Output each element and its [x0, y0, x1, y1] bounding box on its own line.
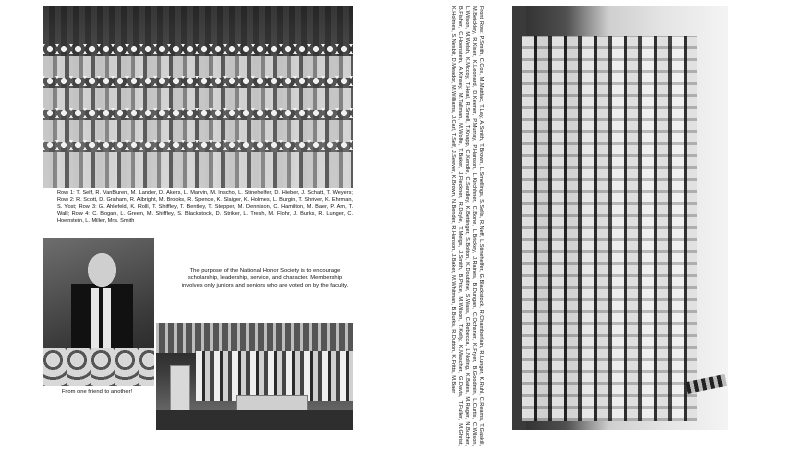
purpose-caption: The purpose of the National Honor Society is to encourage scholarship, leadership, service, and character. Membership involves only juniors and seniors who are voted on by the faculty.	[181, 268, 349, 289]
group-photo-caption: Row 1: T. Self, R. VanBuren, M. Lander, D. Akers, L. Marvin, M. Inscho, L. Stinehelfer, D. Hieber, J. Schatt, T. Weyers; Row 2: R. Scott, D. Graham, R. Albright, M. Brooks, R. Spence, K. Slaiger, K. Holmes, L. Burgin, T. Shriver, K. Ehrman, S. Yost; Row 3: G. Ahlefeld, K. Rolll, T. Shiffley, T. Bentley, T. Stepper, M. Dennison, C. Hamilton, M. Baer, P. Am, T. Wall; Row 4: C. Bogan, L. Green, M. Shiffley, S. Blackstock, D. Striker, L. Tresh, M. Flohr, J. Burks, R. Lunger, C. Hoenstein, L. Miller, Mrs. Smith	[57, 190, 353, 224]
honor-society-group-photo	[43, 6, 353, 188]
portrait-caption: From one friend to another!	[61, 389, 133, 395]
stage-ceremony-photo	[156, 323, 353, 430]
right-yearbook-page	[440, 0, 740, 450]
left-yearbook-page	[37, 0, 362, 450]
student-portrait-photo	[43, 238, 154, 386]
induction-ceremony-photo	[512, 6, 728, 430]
ceremony-names-caption: Front Row: P.Smith, C.Cox, M.Mattlac, T.Lay, A.Smith, T.Brown, L.Smellings, S.Sells, R.Neff, L.Stinehelfer, G.Blackstock, R.Chamberlain, R.Lunger, K.Ruhl, C.Reams, T.Gaskill, M.Beickley, R.Kiser, K.Leonard, D.Keener, P.Murray, P.Hanson, L.Kirchhner, C.Bone, L.Brickey, J.Raines, B.Dungan, C.Ochsner, K.Fryer, B.Goodmin, L.Curtis, C.Wilson, L.Wilson, M.Welsh, K.Mccoy, T.Heal, R.Smell, T.Knapp, C.Kendle, C.Sandley, K.Bettinger, S.Bolton, K.Doubtine, S.Wass, C.Rebecca, L.Noling, K.Bates, M.Rager, N.Bucher, B.Fisher, C.Hoenstein, A.Kinsey, M.Tallman, M.Wolfe, T.Baker, J.Fleckner, R.Doyle, T.Meigs, J.Smith, B.Price, M.Wilson, T.Kelly, K.Mascher, G.Davis, T.Fuller, M.Ghrist, K.Holmes, S.Nesbit, D.Meador, M.Williams, J.Carl, T.Self, J.Seever, K.Brown, N.Bender, R.Hanson, J.Baker, M.Whitman, B.Burks, R.Dutton, K.Fritts, M.Baer	[450, 6, 484, 446]
